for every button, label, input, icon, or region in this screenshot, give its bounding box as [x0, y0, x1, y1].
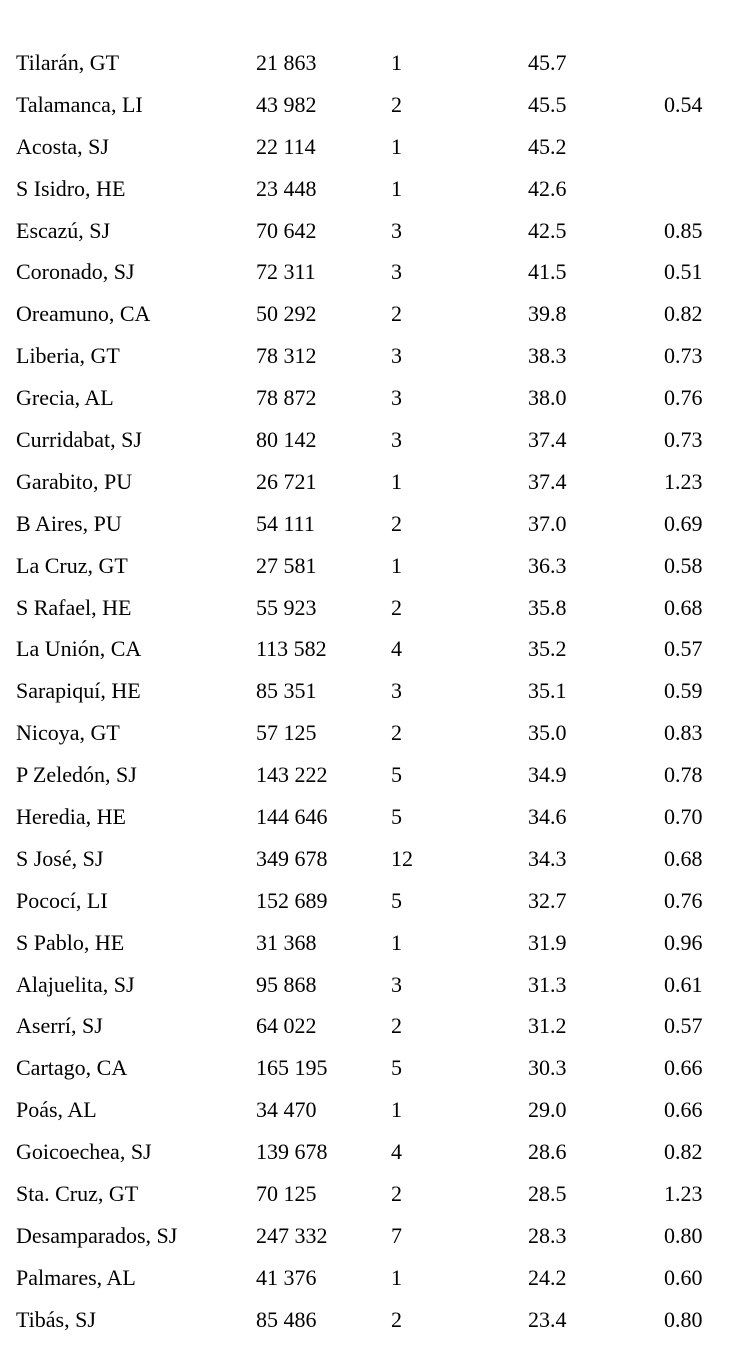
- population-cell: 78 872: [256, 385, 317, 411]
- population-cell: 64 022: [256, 1013, 317, 1039]
- population-cell: 78 312: [256, 343, 317, 369]
- count-cell: 1: [391, 552, 402, 578]
- canton-name-cell: Oreamuno, CA: [16, 301, 151, 327]
- table-row: [0, 1089, 740, 1131]
- canton-name-cell: S Isidro, HE: [16, 175, 126, 201]
- canton-name-cell: Garabito, PU: [16, 468, 133, 494]
- table-row: [0, 796, 740, 838]
- count-cell: 2: [391, 301, 402, 327]
- rate-cell: 24.2: [528, 1264, 567, 1290]
- ratio-cell: 0.59: [664, 678, 703, 704]
- table-row: [0, 251, 740, 293]
- ratio-cell: 0.82: [664, 301, 703, 327]
- rate-cell: 28.3: [528, 1222, 567, 1248]
- rate-cell: 45.2: [528, 133, 567, 159]
- canton-name-cell: Tilarán, GT: [16, 50, 120, 75]
- table-row: [0, 84, 740, 126]
- table-row: [0, 1173, 740, 1215]
- ratio-cell: 0.78: [664, 762, 703, 788]
- canton-name-cell: Pococí, LI: [16, 887, 108, 913]
- ratio-cell: 0.82: [664, 1139, 703, 1165]
- population-cell: 23 448: [256, 175, 317, 201]
- table-row: [0, 293, 740, 335]
- canton-name-cell: Heredia, HE: [16, 804, 126, 830]
- table-row: [0, 335, 740, 377]
- rate-cell: 32.7: [528, 887, 567, 913]
- table-row: [0, 922, 740, 964]
- rate-cell: 37.4: [528, 427, 567, 453]
- canton-name-cell: Aserrí, SJ: [16, 1013, 103, 1039]
- count-cell: 1: [391, 175, 402, 201]
- rate-cell: 23.4: [528, 1306, 567, 1332]
- ratio-cell: 0.60: [664, 1264, 703, 1290]
- count-cell: 1: [391, 929, 402, 955]
- count-cell: 2: [391, 720, 402, 746]
- canton-name-cell: Coronado, SJ: [16, 259, 135, 285]
- population-cell: 55 923: [256, 594, 317, 620]
- canton-name-cell: Acosta, SJ: [16, 133, 109, 159]
- population-cell: 72 311: [256, 259, 316, 285]
- rate-cell: 31.2: [528, 1013, 567, 1039]
- population-cell: 70 642: [256, 217, 317, 243]
- population-cell: 113 582: [256, 636, 327, 662]
- table-row: [0, 1047, 740, 1089]
- rate-cell: 35.2: [528, 636, 567, 662]
- count-cell: 2: [391, 91, 402, 117]
- count-cell: 3: [391, 385, 402, 411]
- count-cell: 4: [391, 1139, 402, 1165]
- rate-cell: 42.5: [528, 217, 567, 243]
- rate-cell: 41.5: [528, 259, 567, 285]
- count-cell: 5: [391, 762, 402, 788]
- canton-name-cell: La Unión, CA: [16, 636, 142, 662]
- population-cell: 57 125: [256, 720, 317, 746]
- table-row: [0, 964, 740, 1006]
- table-row: [0, 42, 740, 84]
- count-cell: 1: [391, 133, 402, 159]
- count-cell: 7: [391, 1222, 402, 1248]
- ratio-cell: 0.76: [664, 887, 703, 913]
- rate-cell: 28.6: [528, 1139, 567, 1165]
- count-cell: 2: [391, 1181, 402, 1207]
- count-cell: 12: [391, 845, 413, 871]
- population-cell: 143 222: [256, 762, 328, 788]
- table-row: [0, 1257, 740, 1299]
- ratio-cell: 1.23: [664, 1181, 703, 1207]
- population-cell: 43 982: [256, 91, 317, 117]
- population-cell: 26 721: [256, 468, 317, 494]
- table-row: [0, 1215, 740, 1257]
- population-cell: 144 646: [256, 804, 328, 830]
- canton-name-cell: Grecia, AL: [16, 385, 114, 411]
- rate-cell: 42.6: [528, 175, 567, 201]
- table-row: [0, 1299, 740, 1341]
- count-cell: 3: [391, 343, 402, 369]
- table-row: [0, 838, 740, 880]
- rate-cell: 38.3: [528, 343, 567, 369]
- ratio-cell: 0.76: [664, 385, 703, 411]
- rate-cell: 37.0: [528, 510, 567, 536]
- table-row: [0, 503, 740, 545]
- rate-cell: 39.8: [528, 301, 567, 327]
- canton-name-cell: B Aires, PU: [16, 510, 122, 536]
- count-cell: 2: [391, 1306, 402, 1332]
- rate-cell: 37.4: [528, 468, 567, 494]
- table-row: [0, 712, 740, 754]
- population-cell: 34 470: [256, 1097, 317, 1123]
- ratio-cell: 0.96: [664, 929, 703, 955]
- population-cell: 80 142: [256, 427, 317, 453]
- rate-cell: 34.9: [528, 762, 567, 788]
- canton-name-cell: S Rafael, HE: [16, 594, 132, 620]
- population-cell: 54 111: [256, 510, 315, 536]
- population-cell: 247 332: [256, 1222, 328, 1248]
- count-cell: 2: [391, 594, 402, 620]
- canton-name-cell: S José, SJ: [16, 845, 104, 871]
- ratio-cell: 0.66: [664, 1055, 703, 1081]
- count-cell: 5: [391, 1055, 402, 1081]
- table-row: [0, 126, 740, 168]
- rate-cell: 36.3: [528, 552, 567, 578]
- table-row: [0, 377, 740, 419]
- population-cell: 22 114: [256, 133, 316, 159]
- population-cell: 70 125: [256, 1181, 317, 1207]
- count-cell: 3: [391, 259, 402, 285]
- ratio-cell: 0.51: [664, 259, 703, 285]
- table-row: [0, 419, 740, 461]
- count-cell: 1: [391, 50, 402, 75]
- ratio-cell: 0.83: [664, 720, 703, 746]
- count-cell: 3: [391, 678, 402, 704]
- table-row: [0, 880, 740, 922]
- ratio-cell: 0.57: [664, 636, 703, 662]
- canton-name-cell: Poás, AL: [16, 1097, 97, 1123]
- canton-name-cell: Goicoechea, SJ: [16, 1139, 152, 1165]
- ratio-cell: 0.69: [664, 510, 703, 536]
- rate-cell: 35.0: [528, 720, 567, 746]
- rate-cell: 34.3: [528, 845, 567, 871]
- rate-cell: 38.0: [528, 385, 567, 411]
- rate-cell: 34.6: [528, 804, 567, 830]
- rate-cell: 29.0: [528, 1097, 567, 1123]
- ratio-cell: 0.68: [664, 845, 703, 871]
- population-cell: 85 486: [256, 1306, 317, 1332]
- ratio-cell: 0.73: [664, 427, 703, 453]
- count-cell: 3: [391, 971, 402, 997]
- count-cell: 2: [391, 1013, 402, 1039]
- canton-name-cell: Tibás, SJ: [16, 1306, 96, 1332]
- canton-name-cell: Liberia, GT: [16, 343, 120, 369]
- population-cell: 21 863: [256, 50, 317, 75]
- rate-cell: 30.3: [528, 1055, 567, 1081]
- population-cell: 139 678: [256, 1139, 328, 1165]
- canton-name-cell: Escazú, SJ: [16, 217, 111, 243]
- rate-cell: 35.8: [528, 594, 567, 620]
- ratio-cell: 0.61: [664, 971, 703, 997]
- count-cell: 1: [391, 1264, 402, 1290]
- ratio-cell: 0.70: [664, 804, 703, 830]
- table-row: [0, 545, 740, 587]
- population-cell: 27 581: [256, 552, 317, 578]
- ratio-cell: 0.73: [664, 343, 703, 369]
- rate-cell: 35.1: [528, 678, 567, 704]
- rate-cell: 45.5: [528, 91, 567, 117]
- population-cell: 50 292: [256, 301, 317, 327]
- canton-name-cell: Curridabat, SJ: [16, 427, 142, 453]
- count-cell: 3: [391, 217, 402, 243]
- canton-name-cell: P Zeledón, SJ: [16, 762, 137, 788]
- count-cell: 1: [391, 468, 402, 494]
- ratio-cell: 0.58: [664, 552, 703, 578]
- count-cell: 5: [391, 887, 402, 913]
- canton-name-cell: Cartago, CA: [16, 1055, 128, 1081]
- table-row: [0, 1131, 740, 1173]
- table-row: [0, 461, 740, 503]
- ratio-cell: 0.85: [664, 217, 703, 243]
- rate-cell: 31.3: [528, 971, 567, 997]
- rate-cell: 28.5: [528, 1181, 567, 1207]
- table-row: [0, 1005, 740, 1047]
- population-cell: 349 678: [256, 845, 328, 871]
- count-cell: 1: [391, 1097, 402, 1123]
- canton-name-cell: Sta. Cruz, GT: [16, 1181, 139, 1207]
- table-row: [0, 168, 740, 210]
- canton-name-cell: Sarapiquí, HE: [16, 678, 141, 704]
- count-cell: 3: [391, 427, 402, 453]
- canton-name-cell: La Cruz, GT: [16, 552, 128, 578]
- canton-name-cell: S Pablo, HE: [16, 929, 125, 955]
- canton-name-cell: Desamparados, SJ: [16, 1222, 178, 1248]
- count-cell: 2: [391, 510, 402, 536]
- ratio-cell: 0.66: [664, 1097, 703, 1123]
- table-row: [0, 670, 740, 712]
- rate-cell: 31.9: [528, 929, 567, 955]
- canton-name-cell: Alajuelita, SJ: [16, 971, 135, 997]
- population-cell: 41 376: [256, 1264, 317, 1290]
- count-cell: 4: [391, 636, 402, 662]
- canton-name-cell: Nicoya, GT: [16, 720, 120, 746]
- population-cell: 85 351: [256, 678, 317, 704]
- population-cell: 95 868: [256, 971, 317, 997]
- table-row: [0, 210, 740, 252]
- ratio-cell: 1.23: [664, 468, 703, 494]
- ratio-cell: 0.68: [664, 594, 703, 620]
- population-cell: 31 368: [256, 929, 317, 955]
- count-cell: 5: [391, 804, 402, 830]
- data-table: [0, 42, 740, 1341]
- ratio-cell: 0.57: [664, 1013, 703, 1039]
- table-row: [0, 628, 740, 670]
- table-row: [0, 587, 740, 629]
- population-cell: 165 195: [256, 1055, 328, 1081]
- ratio-cell: 0.54: [664, 91, 703, 117]
- canton-name-cell: Talamanca, LI: [16, 91, 143, 117]
- population-cell: 152 689: [256, 887, 328, 913]
- canton-name-cell: Palmares, AL: [16, 1264, 136, 1290]
- ratio-cell: 0.80: [664, 1222, 703, 1248]
- table-row: [0, 754, 740, 796]
- ratio-cell: 0.80: [664, 1306, 703, 1332]
- rate-cell: 45.7: [528, 50, 567, 75]
